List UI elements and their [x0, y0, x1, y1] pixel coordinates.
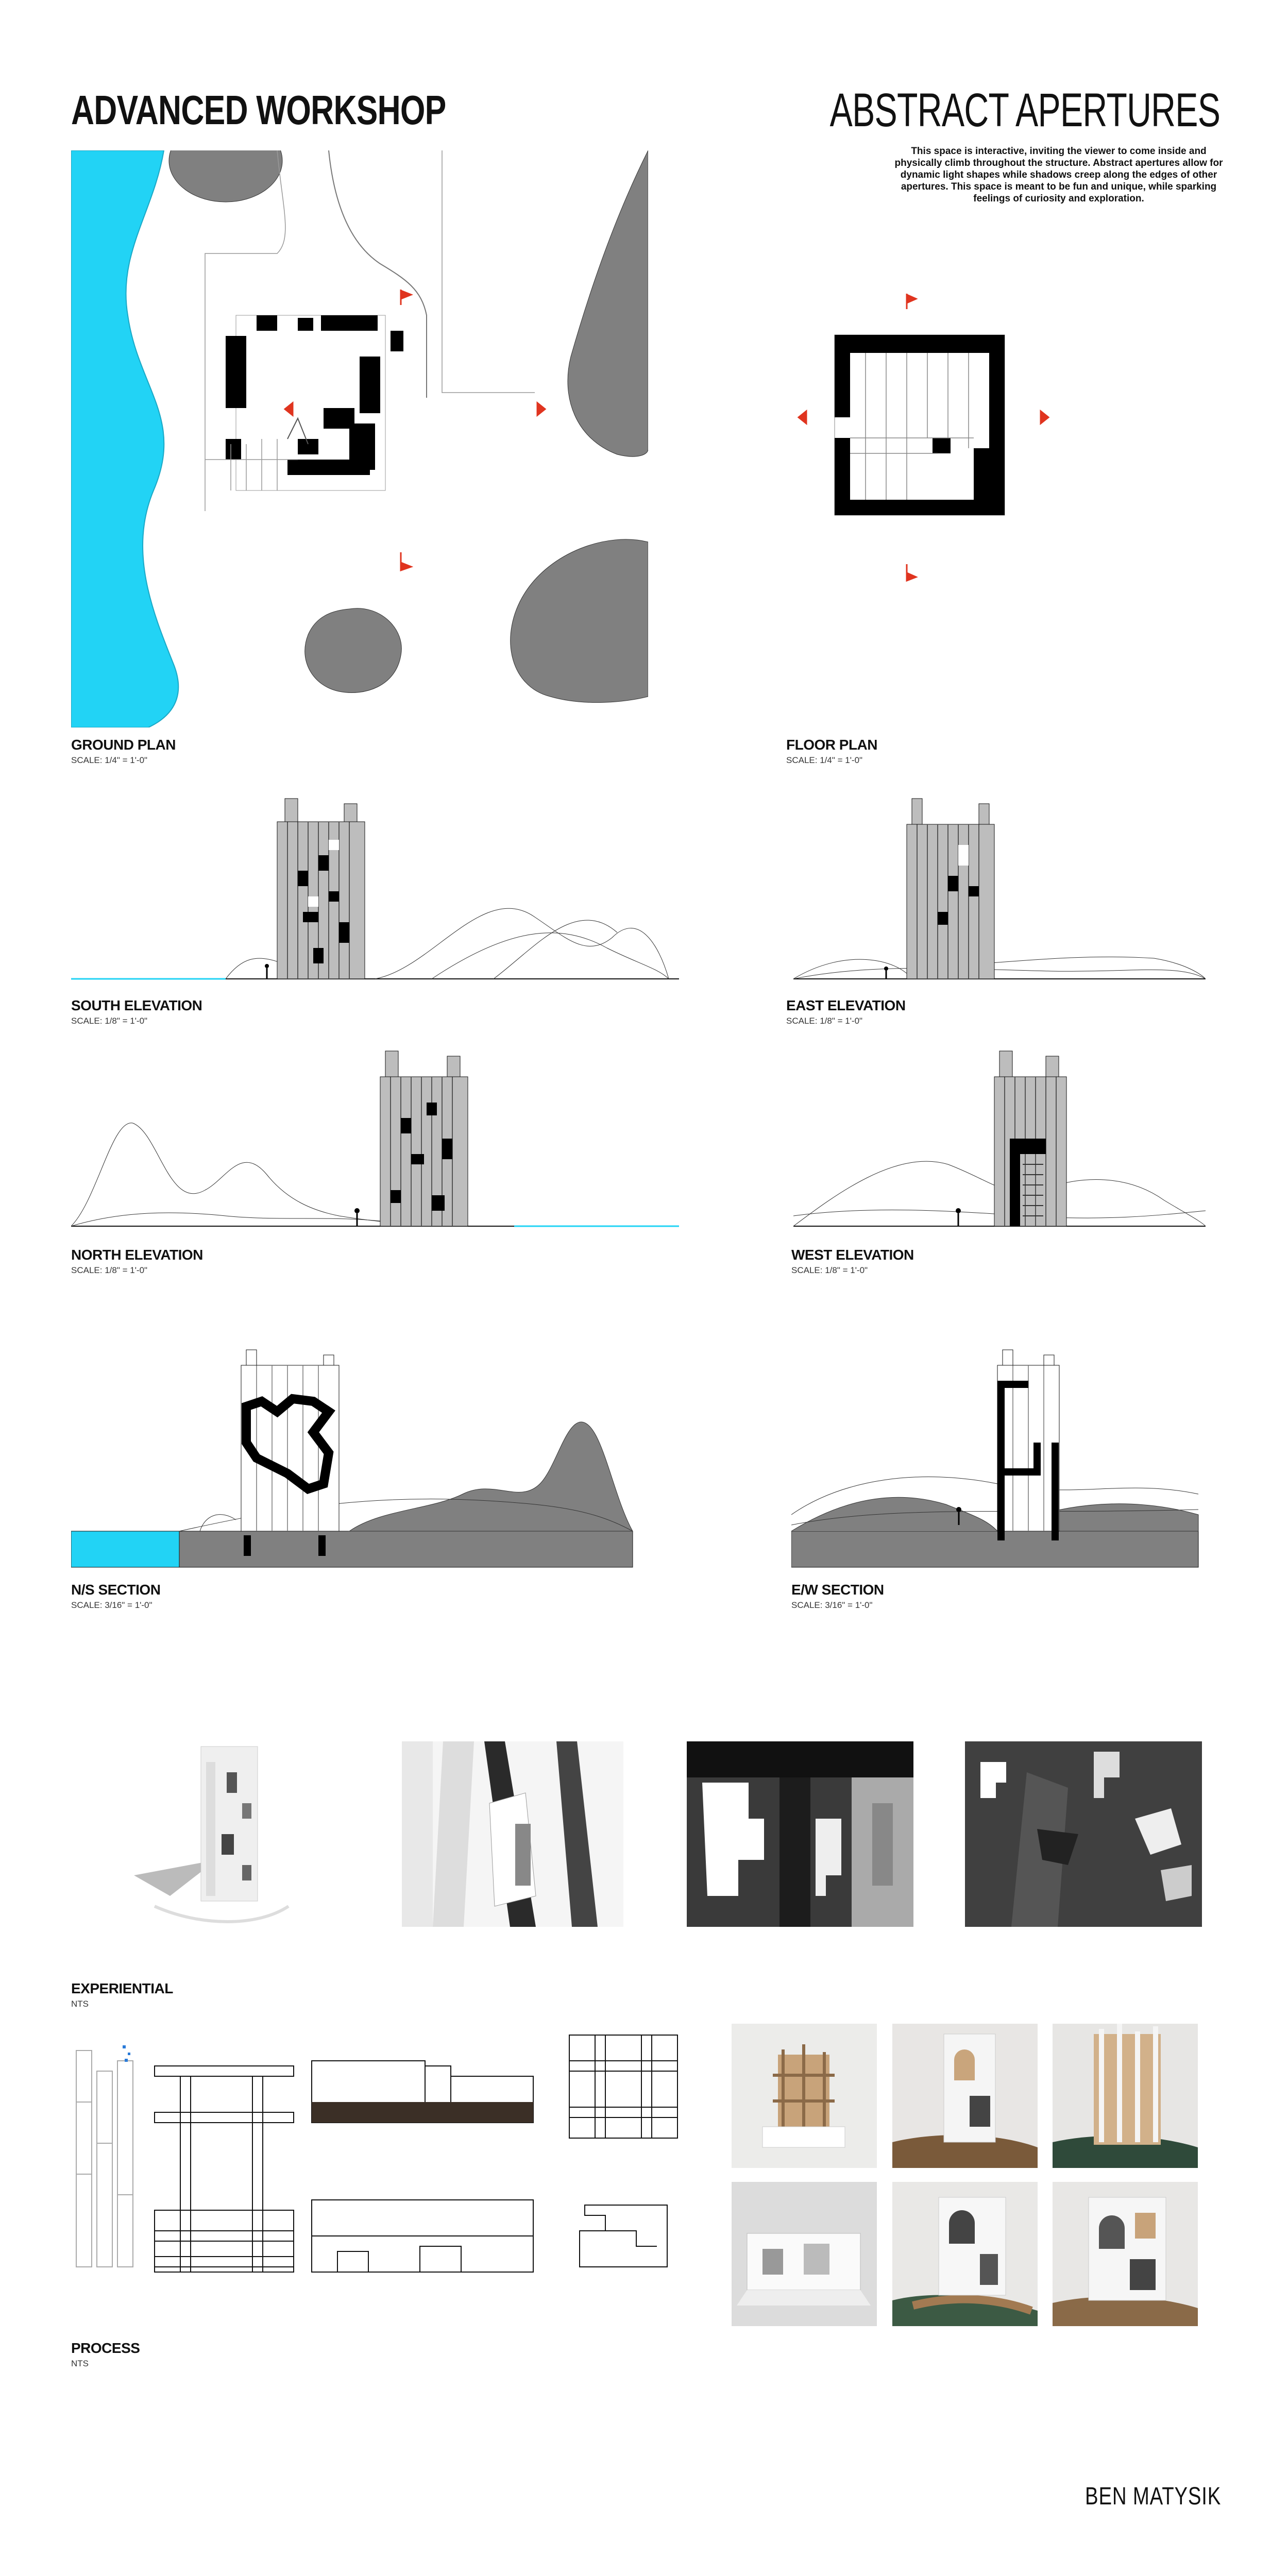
process-sketch-4	[564, 2030, 688, 2282]
process-model-photo-3	[1053, 2024, 1198, 2168]
experiential-render-4	[965, 1741, 1202, 1927]
east-elevation-label: EAST ELEVATION	[786, 997, 906, 1013]
process-model-photo-4	[732, 2182, 877, 2326]
process-model-photo-1	[732, 2024, 877, 2168]
ground-plan-drawing	[71, 150, 648, 727]
experiential-render-3	[687, 1741, 913, 1927]
process-label: PROCESS	[71, 2340, 140, 2356]
process-model-photo-5	[892, 2182, 1038, 2326]
process-sketch-2	[149, 2056, 304, 2282]
ground-plan-scale: SCALE: 1/4" = 1'-0"	[71, 755, 148, 765]
north-elevation-drawing	[71, 1046, 679, 1231]
project-description: This space is interactive, inviting the viewer to come inside and physically climb throughout the structure. Abstract apertures allow for dynamic light shapes while shadows creep along the edges of other apertures. This space is meant to be fun and unique, while sparking feelings of curiosity and exploration.	[894, 146, 1223, 204]
east-elevation-scale: SCALE: 1/8" = 1'-0"	[786, 1016, 863, 1026]
process-sketch-3	[307, 2050, 538, 2277]
south-elevation-label: SOUTH ELEVATION	[71, 997, 202, 1013]
south-elevation-drawing	[71, 793, 679, 984]
process-model-photo-2	[892, 2024, 1038, 2168]
experiential-scale: NTS	[71, 1999, 89, 2009]
floor-plan-scale: SCALE: 1/4" = 1'-0"	[786, 755, 863, 765]
floor-plan-label: FLOOR PLAN	[786, 737, 877, 753]
north-elevation-scale: SCALE: 1/8" = 1'-0"	[71, 1265, 148, 1275]
ns-section-drawing	[71, 1340, 648, 1571]
north-elevation-label: NORTH ELEVATION	[71, 1247, 203, 1263]
ns-section-scale: SCALE: 3/16" = 1'-0"	[71, 1600, 152, 1610]
author-name: BEN MATYSIK	[1084, 2483, 1221, 2510]
page-title: ADVANCED WORKSHOP	[71, 87, 446, 133]
south-elevation-scale: SCALE: 1/8" = 1'-0"	[71, 1016, 148, 1026]
project-title: ABSTRACT APERTURES	[829, 84, 1220, 137]
ew-section-label: E/W SECTION	[791, 1582, 884, 1598]
experiential-label: EXPERIENTIAL	[71, 1980, 173, 1996]
process-sketch-1	[71, 2040, 138, 2277]
process-scale: NTS	[71, 2359, 89, 2368]
ns-section-label: N/S SECTION	[71, 1582, 161, 1598]
floor-plan-drawing	[783, 283, 1061, 587]
ground-plan-label: GROUND PLAN	[71, 737, 176, 753]
process-model-photo-6	[1053, 2182, 1198, 2326]
west-elevation-scale: SCALE: 1/8" = 1'-0"	[791, 1265, 868, 1275]
west-elevation-label: WEST ELEVATION	[791, 1247, 914, 1263]
ew-section-scale: SCALE: 3/16" = 1'-0"	[791, 1600, 873, 1610]
ew-section-drawing	[791, 1340, 1204, 1571]
west-elevation-drawing	[793, 1046, 1206, 1231]
east-elevation-drawing	[793, 793, 1206, 984]
experiential-render-2	[402, 1741, 623, 1927]
experiential-render-1	[124, 1741, 309, 1932]
